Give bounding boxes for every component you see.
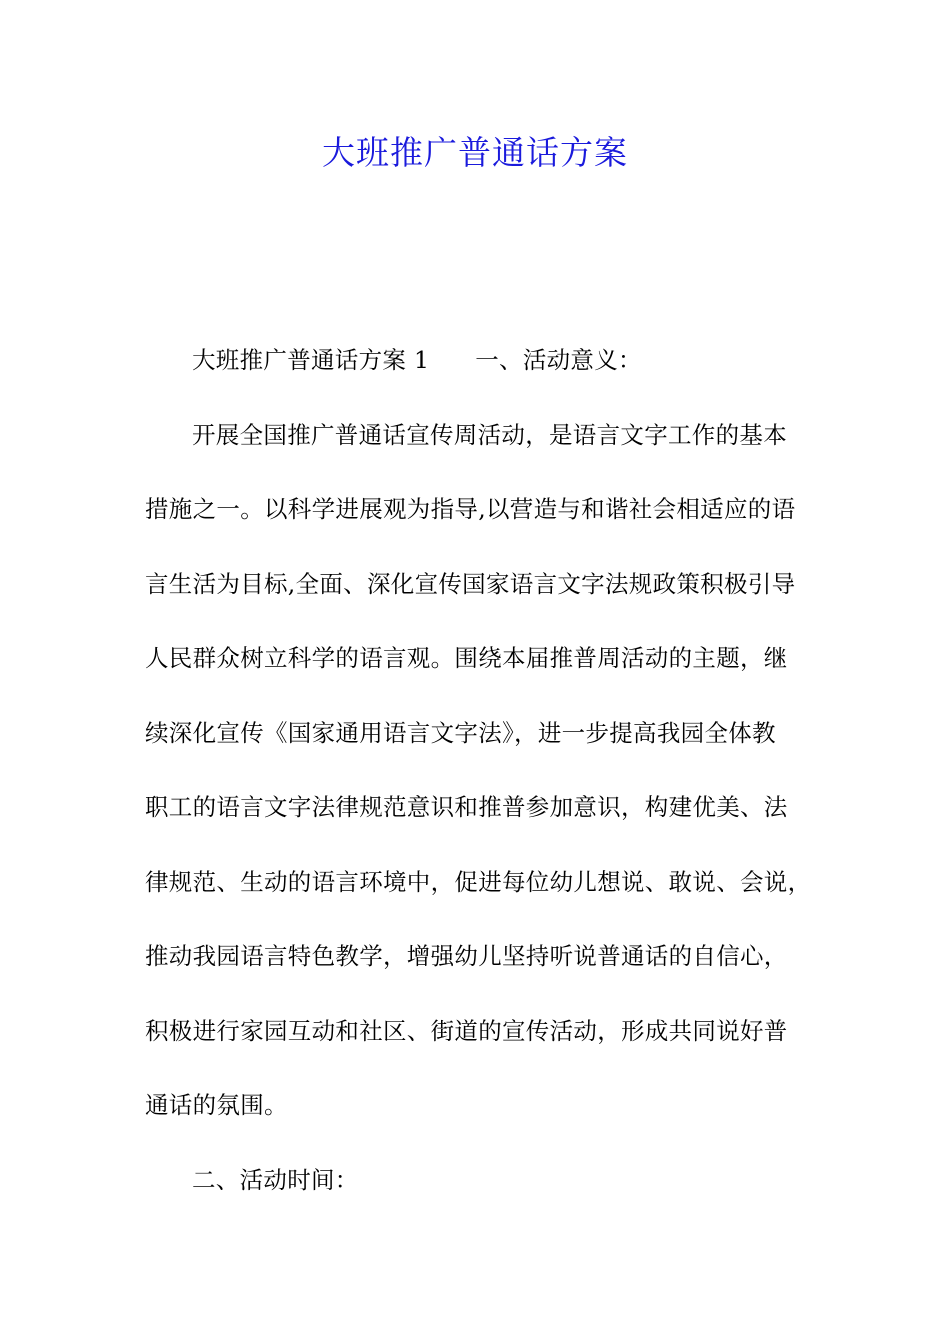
plan-number-label: 大班推广普通话方案 1 (192, 346, 430, 374)
paragraph-line: 言生活为目标,全面、深化宣传国家语言文字法规政策积极引导 (145, 569, 796, 598)
paragraph-line: 职工的语言文字法律规范意识和推普参加意识，构建优美、法 (145, 793, 788, 821)
section-1-heading: 一、活动意义： (475, 346, 642, 374)
paragraph-line: 开展全国推广普通话宣传周活动，是语言文字工作的基本 (192, 420, 787, 449)
document-body (145, 338, 835, 1232)
paragraph-line: 通话的氛围。 (145, 1091, 288, 1119)
paragraph-line: 积极进行家园互动和社区、街道的宣传活动，形成共同说好普 (145, 1016, 788, 1045)
paragraph-line: 措施之一。以科学进展观为指导,以营造与和谐社会相适应的语 (145, 495, 796, 523)
paragraph-line: 人民群众树立科学的语言观。围绕本届推普周活动的主题，继 (145, 644, 788, 672)
section-2-heading: 二、活动时间： (192, 1165, 359, 1194)
heading-line (145, 338, 835, 413)
paragraph-line: 续深化宣传《国家通用语言文字法》，进一步提高我园全体教 (145, 718, 776, 747)
paragraph-line: 律规范、生动的语言环境中，促进每位幼儿想说、敢说、会说， (145, 867, 812, 896)
document-title: 大班推广普通话方案 (322, 133, 628, 172)
paragraph-line: 推动我园语言特色教学，增强幼儿坚持听说普通话的自信心， (145, 942, 788, 970)
